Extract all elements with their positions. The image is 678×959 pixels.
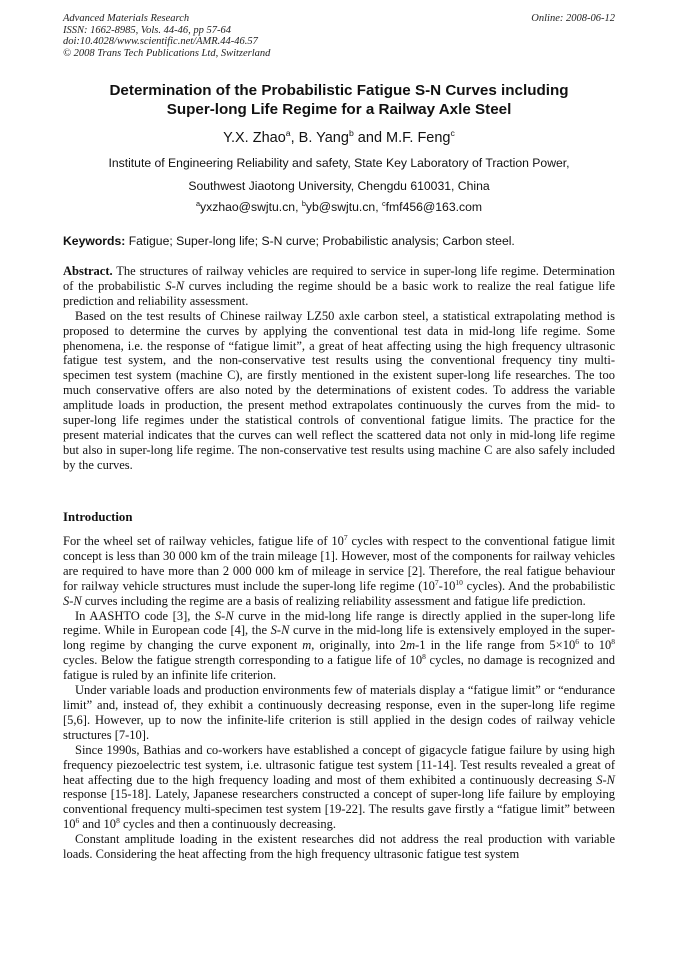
- email-2[interactable]: yb@swjtu.cn: [305, 200, 376, 214]
- journal-header: [63, 13, 615, 59]
- email-separator: ,: [295, 200, 302, 214]
- email-1[interactable]: yxzhao@swjtu.cn: [200, 200, 296, 214]
- title-line-1: Determination of the Probabilistic Fatigue S-N Curves including: [109, 82, 569, 99]
- keywords-label: Keywords:: [63, 234, 126, 248]
- title-line-2: Super-long Life Regime for a Railway Axle Steel: [166, 101, 512, 118]
- paper-title: [63, 81, 615, 119]
- author-separator: ,: [290, 130, 299, 146]
- author-1: Y.X. Zhao: [223, 130, 286, 146]
- journal-doi: doi:10.4028/www.scientific.net/AMR.44-46.57: [63, 36, 258, 48]
- journal-issn: ISSN: 1662-8985, Vols. 44-46, pp 57-64: [63, 24, 231, 36]
- intro-paragraph-1: For the wheel set of railway vehicles, fatigue life of $10^7$ cycles with respect to the conventional fatigue limit concept is less than 30 000 km of the train mileage [1]. However, most of the components for railway vehicles are required to have more than 2 000 000 km of mileage in service [2]. Therefore, the real fatigue behaviour for railway vehicle structures must include the super-long life regime ($10^7-10^{10}$ cycles). And the probabilistic S-N curves including the regime are a basis of realizing reliability assessment and fatigue life prediction.: [63, 532, 615, 608]
- section-heading-introduction: Introduction: [63, 510, 133, 524]
- author-emails: [63, 200, 615, 214]
- abstract-text-1: The structures of railway vehicles are required to service in super-long life regime. Determination of the probabilistic S-N curves including the regime should be a basic work to realize the real fatigue life prediction and reliability assessment.: [63, 264, 615, 308]
- intro-paragraph-4: Since 1990s, Bathias and co-workers have established a concept of gigacycle fatigue failure by using high frequency piezoelectric test system, i.e. ultrasonic fatigue test system [11-14]. Test results revealed a great of heat affecting due to the high frequency loading and most of them exhibited a continuously decreasing S-N response [15-18]. Lately, Japanese researchers constructed a concept of super-long life failure by employing conventional frequency multi-specimen test system [19-22]. The results gave firstly a “fatigue limit” between $10^6$ and $10^8$ cycles and then a continuously decreasing.: [63, 742, 615, 832]
- intro-paragraph-2: In AASHTO code [3], the S-N curve in the mid-long life range is directly applied in the super-long life regime. While in European code [4], the S-N curve in the mid-long life is extensively employed in the super-long regime by changing the curve exponent m, originally, into 2m-1 in the life range from $5\times 10^6$ to $10^8$ cycles. Below the fatigue strength corresponding to a fatigue life of $10^8$ cycles, no damage is recognized and fatigue is ruled by an infinite life criterion.: [63, 608, 616, 683]
- author-list: [63, 130, 615, 146]
- intro-paragraph-5: Constant amplitude loading in the existent researches did not address the real production with variable loads. Considering the heat affecting from the high frequency ultrasonic fatigue test system: [63, 832, 615, 862]
- affiliation-line-1: Institute of Engineering Reliability and safety, State Key Laboratory of Traction Power,: [108, 156, 570, 170]
- journal-copyright: © 2008 Trans Tech Publications Ltd, Switzerland: [63, 47, 271, 59]
- keywords: [63, 234, 615, 248]
- email-2-mark: b: [301, 198, 306, 208]
- abstract-paragraph-1: [63, 264, 615, 309]
- abstract-paragraph-2: Based on the test results of Chinese railway LZ50 axle carbon steel, a statistical extrapolating method is proposed to determine the curves by applying the conventional test data in mid-long life regime. Some phenomena, i.e. the response of “fatigue limit”, a great of heat affecting using the high frequency ultrasonic fatigue test system, and the non-conservative test results using the conventional frequency tiny multi-specimen test system (machine C), are firstly mentioned in the existent super-long life researches. The too much conservative offers are also noted by the determinations of existent codes. To address the variable amplitude loads in production, the present method extrapolates continuously the curves from the mid- to super-long life regimes under the statistical controls of conventional fatigue limits. The practice for the present material indicates that the curves can well reflect the scattered data not only in mid-long life regime but also in super-long life regime. The non-conservative test results using machine C are also safely included by the curves.: [63, 308, 615, 472]
- author-2-mark: b: [348, 128, 354, 139]
- email-separator: ,: [375, 200, 382, 214]
- author-1-mark: a: [285, 128, 291, 139]
- author-3: M.F. Feng: [386, 130, 451, 146]
- abstract-label: Abstract.: [63, 264, 113, 278]
- introduction-body: [63, 534, 615, 862]
- online-date: Online: 2008-06-12: [531, 13, 615, 24]
- email-1-mark: a: [195, 198, 201, 208]
- email-3[interactable]: fmf456@163.com: [385, 200, 483, 214]
- abstract: [63, 264, 615, 473]
- email-3-mark: c: [381, 198, 386, 208]
- author-2: B. Yang: [298, 130, 349, 146]
- intro-paragraph-3: Under variable loads and production environments few of materials display a “fatigue limit” or “endurance limit” and, instead of, they exhibit a continuously decreasing response, even in the super-long life regime [5,6]. However, up to now the infinite-life criterion is still applied in the design codes of railway vehicle structures [7-10].: [63, 683, 615, 742]
- author-3-mark: c: [450, 128, 455, 139]
- affiliation-line-2: Southwest Jiaotong University, Chengdu 610031, China: [188, 179, 490, 193]
- author-separator: and: [353, 130, 387, 146]
- keywords-text: Fatigue; Super-long life; S-N curve; Probabilistic analysis; Carbon steel.: [125, 234, 515, 248]
- journal-name: Advanced Materials Research: [63, 13, 190, 24]
